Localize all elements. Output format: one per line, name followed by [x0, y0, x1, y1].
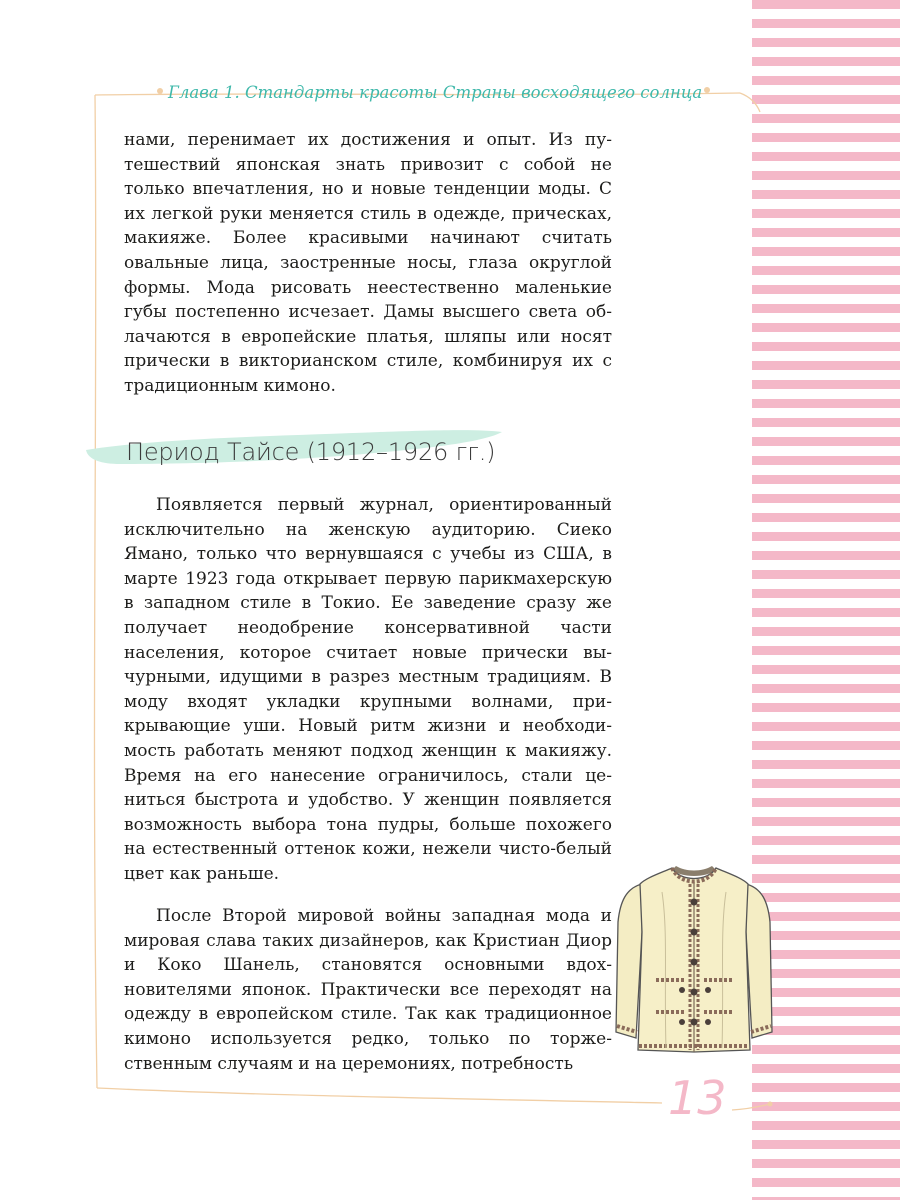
- paragraph-2: [124, 493, 612, 887]
- page-number: 13: [668, 1071, 727, 1125]
- section-heading-block: [80, 420, 510, 490]
- paragraph-3: [124, 904, 612, 1076]
- tweed-jacket-icon: [612, 862, 776, 1060]
- section-heading: Период Тайсе (1912–1926 гг.): [126, 438, 496, 466]
- paragraph-1: [124, 128, 612, 399]
- paragraph-2-text: Появляется первый журнал, ориентированный исключительно на женскую аудиторию. Сиеко Ямано, только что вернувшаяся с учебы из США, в марте 1923 года открывает первую парикмахерскую в западном стиле в Токио. Ее заведение сразу же получает неодобрение консервативной части населения, которое считает новые прически вычурными, идущими в разрез местным традициям. В моду входят укладки крупными волнами, прикрывающие уши. Новый ритм жизни и необходимость работать меняют подход женщин к макияжу. Время на его нанесение ограничилось, стали цениться быстрота и удобство. У женщин появляется возможность выбора тона пудры, больше похожего на естественный оттенок кожи, нежели чисто-белый цвет как раньше.: [124, 495, 612, 884]
- running-header: Глава 1. Стандарты красоты Страны восходящего солнца: [168, 83, 703, 102]
- paragraph-3-text: После Второй мировой войны западная мода и мировая слава таких дизайнеров, как Кристиан Диор и Коко Шанель, становятся основными вдохновителями японок. Практически все переходят на одежду в европейском стиле. Так как традиционное кимоно используется редко, только по торжественным случаям и на церемониях, потребность: [124, 906, 612, 1074]
- paragraph-1-text: нами, перенимает их достижения и опыт. Из путешествий японская знать привозит с собой не только впечатления, но и новые тенденции моды. С их легкой руки меняется стиль в одежде, прическах, макияже. Более красивыми начинают считать овальные лица, заостренные носы, глаза округлой формы. Мода рисовать неестественно маленькие губы постепенно исчезает. Дамы высшего света облачаются в европейские платья, шляпы или носят прически в викторианском стиле, комбинируя их с традиционным кимоно.: [124, 130, 612, 396]
